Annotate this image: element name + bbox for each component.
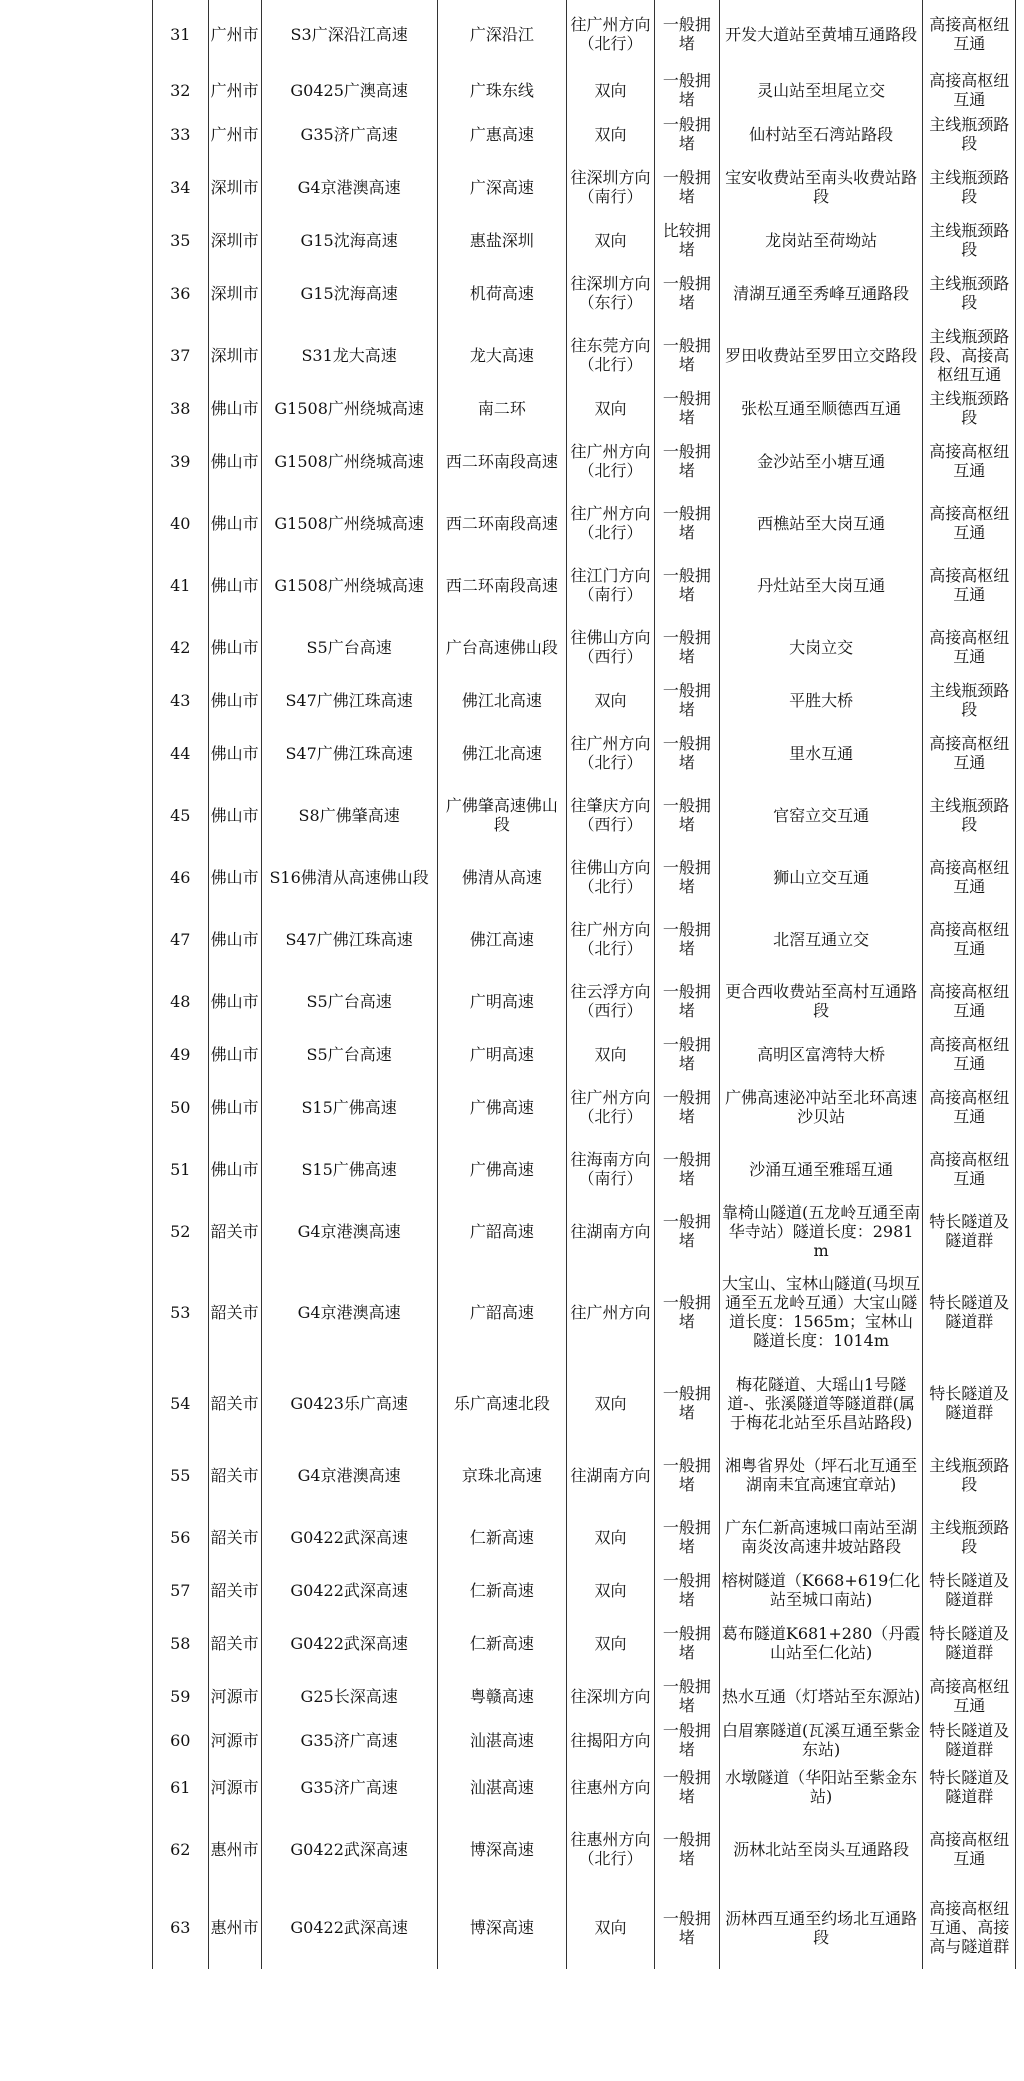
city-cell: 惠州市 (208, 1886, 261, 1969)
city-cell: 河源市 (208, 1674, 261, 1718)
city-cell: 广州市 (208, 0, 261, 68)
segment-cell: 广佛肇高速佛山段 (437, 784, 567, 846)
type-cell: 高接高枢纽互通 (923, 1032, 1016, 1076)
city-cell: 深圳市 (208, 218, 261, 262)
row-number-cell: 41 (153, 554, 209, 616)
table-row (153, 1762, 1016, 1812)
type-cell: 特长隧道及隧道群 (923, 1200, 1016, 1262)
table-row (153, 846, 1016, 908)
direction-cell: 往深圳方向（东行） (567, 262, 655, 324)
direction-cell: 往湖南方向 (567, 1200, 655, 1262)
table-row (153, 1138, 1016, 1200)
type-cell: 主线瓶颈路段、高接高枢纽互通 (923, 324, 1016, 386)
row-number-cell: 62 (153, 1812, 209, 1886)
congestion-level-cell: 一般拥堵 (655, 156, 720, 218)
city-cell: 深圳市 (208, 324, 261, 386)
row-number-cell: 49 (153, 1032, 209, 1076)
table-row (153, 1612, 1016, 1674)
segment-cell: 汕湛高速 (437, 1718, 567, 1762)
direction-cell: 往广州方向（北行） (567, 492, 655, 554)
congestion-table (152, 0, 1016, 1969)
row-number-cell: 40 (153, 492, 209, 554)
type-cell: 高接高枢纽互通 (923, 0, 1016, 68)
table-row (153, 616, 1016, 678)
congestion-level-cell: 一般拥堵 (655, 846, 720, 908)
row-number-cell: 42 (153, 616, 209, 678)
direction-cell: 往云浮方向（西行） (567, 970, 655, 1032)
direction-cell: 双向 (567, 1032, 655, 1076)
road-cell: G4京港澳高速 (261, 1444, 437, 1506)
segment-cell: 西二环南段高速 (437, 554, 567, 616)
congestion-level-cell: 一般拥堵 (655, 0, 720, 68)
table-row (153, 1444, 1016, 1506)
direction-cell: 双向 (567, 218, 655, 262)
segment-cell: 广明高速 (437, 1032, 567, 1076)
segment-cell: 广深高速 (437, 156, 567, 218)
congestion-level-cell: 一般拥堵 (655, 722, 720, 784)
location-cell: 湘粤省界处（坪石北互通至湖南耒宜高速宜章站) (719, 1444, 923, 1506)
row-number-cell: 37 (153, 324, 209, 386)
city-cell: 韶关市 (208, 1444, 261, 1506)
road-cell: G35济广高速 (261, 1718, 437, 1762)
type-cell: 主线瓶颈路段 (923, 156, 1016, 218)
location-cell: 大岗立交 (719, 616, 923, 678)
segment-cell: 佛江高速 (437, 908, 567, 970)
city-cell: 韶关市 (208, 1612, 261, 1674)
type-cell: 高接高枢纽互通 (923, 1812, 1016, 1886)
segment-cell: 佛清从高速 (437, 846, 567, 908)
table-row (153, 1886, 1016, 1969)
city-cell: 广州市 (208, 112, 261, 156)
road-cell: G0423乐广高速 (261, 1362, 437, 1444)
table-row (153, 386, 1016, 430)
city-cell: 佛山市 (208, 1076, 261, 1138)
segment-cell: 博深高速 (437, 1886, 567, 1969)
location-cell: 平胜大桥 (719, 678, 923, 722)
segment-cell: 粤赣高速 (437, 1674, 567, 1718)
location-cell: 沥林北站至岗头互通路段 (719, 1812, 923, 1886)
city-cell: 韶关市 (208, 1568, 261, 1612)
location-cell: 热水互通（灯塔站至东源站) (719, 1674, 923, 1718)
type-cell: 高接高枢纽互通 (923, 1076, 1016, 1138)
road-cell: S5广台高速 (261, 1032, 437, 1076)
city-cell: 佛山市 (208, 970, 261, 1032)
type-cell: 主线瓶颈路段 (923, 1444, 1016, 1506)
row-number-cell: 46 (153, 846, 209, 908)
type-cell: 主线瓶颈路段 (923, 386, 1016, 430)
direction-cell: 往广州方向（北行） (567, 722, 655, 784)
type-cell: 主线瓶颈路段 (923, 784, 1016, 846)
table-row (153, 1200, 1016, 1262)
congestion-level-cell: 一般拥堵 (655, 1718, 720, 1762)
table-row (153, 218, 1016, 262)
row-number-cell: 45 (153, 784, 209, 846)
segment-cell: 广佛高速 (437, 1076, 567, 1138)
table-row (153, 262, 1016, 324)
city-cell: 韶关市 (208, 1200, 261, 1262)
road-cell: S8广佛肇高速 (261, 784, 437, 846)
row-number-cell: 39 (153, 430, 209, 492)
type-cell: 特长隧道及隧道群 (923, 1362, 1016, 1444)
direction-cell: 双向 (567, 112, 655, 156)
road-cell: G0425广澳高速 (261, 68, 437, 112)
road-cell: G15沈海高速 (261, 262, 437, 324)
type-cell: 高接高枢纽互通 (923, 970, 1016, 1032)
table-row (153, 554, 1016, 616)
road-cell: G0422武深高速 (261, 1612, 437, 1674)
row-number-cell: 61 (153, 1762, 209, 1812)
congestion-level-cell: 比较拥堵 (655, 218, 720, 262)
direction-cell: 双向 (567, 1612, 655, 1674)
direction-cell: 往湖南方向 (567, 1444, 655, 1506)
city-cell: 佛山市 (208, 1032, 261, 1076)
location-cell: 榕树隧道（K668+619仁化站至城口南站) (719, 1568, 923, 1612)
direction-cell: 往广州方向（北行） (567, 908, 655, 970)
type-cell: 高接高枢纽互通 (923, 846, 1016, 908)
type-cell: 主线瓶颈路段 (923, 678, 1016, 722)
city-cell: 河源市 (208, 1718, 261, 1762)
table-row (153, 156, 1016, 218)
direction-cell: 往广州方向 (567, 1262, 655, 1362)
segment-cell: 仁新高速 (437, 1568, 567, 1612)
direction-cell: 往佛山方向（北行） (567, 846, 655, 908)
table-row (153, 492, 1016, 554)
table-row (153, 1032, 1016, 1076)
row-number-cell: 32 (153, 68, 209, 112)
location-cell: 北滘互通立交 (719, 908, 923, 970)
row-number-cell: 48 (153, 970, 209, 1032)
table-row (153, 430, 1016, 492)
congestion-level-cell: 一般拥堵 (655, 1262, 720, 1362)
city-cell: 佛山市 (208, 554, 261, 616)
city-cell: 佛山市 (208, 386, 261, 430)
direction-cell: 往深圳方向 (567, 1674, 655, 1718)
location-cell: 水墩隧道（华阳站至紫金东站) (719, 1762, 923, 1812)
city-cell: 韶关市 (208, 1362, 261, 1444)
location-cell: 官窑立交互通 (719, 784, 923, 846)
row-number-cell: 34 (153, 156, 209, 218)
row-number-cell: 38 (153, 386, 209, 430)
row-number-cell: 60 (153, 1718, 209, 1762)
segment-cell: 广韶高速 (437, 1262, 567, 1362)
row-number-cell: 43 (153, 678, 209, 722)
segment-cell: 乐广高速北段 (437, 1362, 567, 1444)
table-row (153, 1568, 1016, 1612)
road-cell: S5广台高速 (261, 616, 437, 678)
city-cell: 佛山市 (208, 908, 261, 970)
city-cell: 深圳市 (208, 156, 261, 218)
road-cell: G4京港澳高速 (261, 1262, 437, 1362)
congestion-level-cell: 一般拥堵 (655, 616, 720, 678)
table-row (153, 324, 1016, 386)
location-cell: 里水互通 (719, 722, 923, 784)
road-cell: S31龙大高速 (261, 324, 437, 386)
congestion-level-cell: 一般拥堵 (655, 324, 720, 386)
road-cell: S47广佛江珠高速 (261, 678, 437, 722)
type-cell: 主线瓶颈路段 (923, 1506, 1016, 1568)
segment-cell: 广韶高速 (437, 1200, 567, 1262)
row-number-cell: 59 (153, 1674, 209, 1718)
direction-cell: 往惠州方向（北行） (567, 1812, 655, 1886)
table-row (153, 1506, 1016, 1568)
city-cell: 佛山市 (208, 492, 261, 554)
direction-cell: 双向 (567, 1886, 655, 1969)
road-cell: S16佛清从高速佛山段 (261, 846, 437, 908)
city-cell: 惠州市 (208, 1812, 261, 1886)
city-cell: 广州市 (208, 68, 261, 112)
location-cell: 仙村站至石湾站路段 (719, 112, 923, 156)
road-cell: S5广台高速 (261, 970, 437, 1032)
type-cell: 高接高枢纽互通 (923, 554, 1016, 616)
road-cell: S15广佛高速 (261, 1076, 437, 1138)
type-cell: 高接高枢纽互通 (923, 1674, 1016, 1718)
type-cell: 高接高枢纽互通、高接高与隧道群 (923, 1886, 1016, 1969)
road-cell: G4京港澳高速 (261, 1200, 437, 1262)
segment-cell: 西二环南段高速 (437, 430, 567, 492)
location-cell: 灵山站至坦尾立交 (719, 68, 923, 112)
row-number-cell: 52 (153, 1200, 209, 1262)
location-cell: 丹灶站至大岗互通 (719, 554, 923, 616)
city-cell: 佛山市 (208, 784, 261, 846)
congestion-level-cell: 一般拥堵 (655, 492, 720, 554)
congestion-level-cell: 一般拥堵 (655, 1674, 720, 1718)
table-row (153, 722, 1016, 784)
congestion-level-cell: 一般拥堵 (655, 1444, 720, 1506)
location-cell: 沙涌互通至雅瑶互通 (719, 1138, 923, 1200)
location-cell: 梅花隧道、大瑶山1号隧道-、张溪隧道等隧道群(属于梅花北站至乐昌站路段) (719, 1362, 923, 1444)
road-cell: G1508广州绕城高速 (261, 386, 437, 430)
type-cell: 特长隧道及隧道群 (923, 1612, 1016, 1674)
road-cell: S47广佛江珠高速 (261, 722, 437, 784)
congestion-level-cell: 一般拥堵 (655, 1812, 720, 1886)
table-row (153, 112, 1016, 156)
row-number-cell: 56 (153, 1506, 209, 1568)
table-row (153, 970, 1016, 1032)
row-number-cell: 58 (153, 1612, 209, 1674)
segment-cell: 惠盐深圳 (437, 218, 567, 262)
segment-cell: 机荷高速 (437, 262, 567, 324)
type-cell: 高接高枢纽互通 (923, 908, 1016, 970)
segment-cell: 汕湛高速 (437, 1762, 567, 1812)
type-cell: 特长隧道及隧道群 (923, 1718, 1016, 1762)
congestion-level-cell: 一般拥堵 (655, 1032, 720, 1076)
road-cell: S47广佛江珠高速 (261, 908, 437, 970)
direction-cell: 双向 (567, 1362, 655, 1444)
type-cell: 高接高枢纽互通 (923, 492, 1016, 554)
direction-cell: 往深圳方向（南行） (567, 156, 655, 218)
table-row (153, 1812, 1016, 1886)
direction-cell: 双向 (567, 678, 655, 722)
road-cell: G0422武深高速 (261, 1886, 437, 1969)
type-cell: 主线瓶颈路段 (923, 262, 1016, 324)
direction-cell: 双向 (567, 1568, 655, 1612)
location-cell: 广佛高速泌冲站至北环高速沙贝站 (719, 1076, 923, 1138)
road-cell: G15沈海高速 (261, 218, 437, 262)
location-cell: 张松互通至顺德西互通 (719, 386, 923, 430)
road-cell: S15广佛高速 (261, 1138, 437, 1200)
direction-cell: 往广州方向（北行） (567, 0, 655, 68)
congestion-level-cell: 一般拥堵 (655, 1506, 720, 1568)
congestion-level-cell: 一般拥堵 (655, 970, 720, 1032)
segment-cell: 广台高速佛山段 (437, 616, 567, 678)
direction-cell: 双向 (567, 386, 655, 430)
congestion-level-cell: 一般拥堵 (655, 678, 720, 722)
road-cell: G0422武深高速 (261, 1568, 437, 1612)
direction-cell: 往揭阳方向 (567, 1718, 655, 1762)
location-cell: 罗田收费站至罗田立交路段 (719, 324, 923, 386)
row-number-cell: 50 (153, 1076, 209, 1138)
type-cell: 特长隧道及隧道群 (923, 1568, 1016, 1612)
city-cell: 韶关市 (208, 1262, 261, 1362)
city-cell: 深圳市 (208, 262, 261, 324)
congestion-level-cell: 一般拥堵 (655, 68, 720, 112)
segment-cell: 京珠北高速 (437, 1444, 567, 1506)
table-row (153, 1262, 1016, 1362)
city-cell: 佛山市 (208, 430, 261, 492)
segment-cell: 仁新高速 (437, 1506, 567, 1568)
type-cell: 高接高枢纽互通 (923, 1138, 1016, 1200)
congestion-level-cell: 一般拥堵 (655, 1138, 720, 1200)
type-cell: 主线瓶颈路段 (923, 112, 1016, 156)
location-cell: 金沙站至小塘互通 (719, 430, 923, 492)
congestion-level-cell: 一般拥堵 (655, 1762, 720, 1812)
segment-cell: 佛江北高速 (437, 678, 567, 722)
location-cell: 白眉寨隧道(瓦溪互通至紫金东站) (719, 1718, 923, 1762)
location-cell: 狮山立交互通 (719, 846, 923, 908)
table-row (153, 0, 1016, 68)
city-cell: 河源市 (208, 1762, 261, 1812)
location-cell: 沥林西互通至约场北互通路段 (719, 1886, 923, 1969)
segment-cell: 仁新高速 (437, 1612, 567, 1674)
location-cell: 宝安收费站至南头收费站路段 (719, 156, 923, 218)
location-cell: 开发大道站至黄埔互通路段 (719, 0, 923, 68)
segment-cell: 广珠东线 (437, 68, 567, 112)
table-row (153, 1674, 1016, 1718)
city-cell: 佛山市 (208, 846, 261, 908)
location-cell: 靠椅山隧道(五龙岭互通至南华寺站）隧道长度：2981m (719, 1200, 923, 1262)
type-cell: 特长隧道及隧道群 (923, 1762, 1016, 1812)
row-number-cell: 54 (153, 1362, 209, 1444)
type-cell: 主线瓶颈路段 (923, 218, 1016, 262)
road-cell: G35济广高速 (261, 112, 437, 156)
segment-cell: 博深高速 (437, 1812, 567, 1886)
row-number-cell: 36 (153, 262, 209, 324)
direction-cell: 往佛山方向（西行） (567, 616, 655, 678)
congestion-level-cell: 一般拥堵 (655, 112, 720, 156)
direction-cell: 往海南方向（南行） (567, 1138, 655, 1200)
location-cell: 葛布隧道K681+280（丹霞山站至仁化站) (719, 1612, 923, 1674)
city-cell: 佛山市 (208, 678, 261, 722)
segment-cell: 广惠高速 (437, 112, 567, 156)
segment-cell: 广深沿江 (437, 0, 567, 68)
road-cell: S3广深沿江高速 (261, 0, 437, 68)
road-cell: G1508广州绕城高速 (261, 430, 437, 492)
location-cell: 高明区富湾特大桥 (719, 1032, 923, 1076)
type-cell: 高接高枢纽互通 (923, 430, 1016, 492)
table-body (153, 0, 1016, 1969)
congestion-level-cell: 一般拥堵 (655, 908, 720, 970)
type-cell: 高接高枢纽互通 (923, 616, 1016, 678)
road-cell: G35济广高速 (261, 1762, 437, 1812)
table-row (153, 1076, 1016, 1138)
type-cell: 高接高枢纽互通 (923, 722, 1016, 784)
road-cell: G0422武深高速 (261, 1812, 437, 1886)
direction-cell: 双向 (567, 1506, 655, 1568)
congestion-level-cell: 一般拥堵 (655, 1612, 720, 1674)
location-cell: 广东仁新高速城口南站至湖南炎汝高速井坡站路段 (719, 1506, 923, 1568)
congestion-level-cell: 一般拥堵 (655, 554, 720, 616)
direction-cell: 往广州方向（北行） (567, 430, 655, 492)
direction-cell: 往惠州方向 (567, 1762, 655, 1812)
segment-cell: 南二环 (437, 386, 567, 430)
road-cell: G1508广州绕城高速 (261, 492, 437, 554)
row-number-cell: 47 (153, 908, 209, 970)
road-cell: G25长深高速 (261, 1674, 437, 1718)
segment-cell: 西二环南段高速 (437, 492, 567, 554)
congestion-level-cell: 一般拥堵 (655, 386, 720, 430)
road-cell: G0422武深高速 (261, 1506, 437, 1568)
congestion-level-cell: 一般拥堵 (655, 262, 720, 324)
row-number-cell: 31 (153, 0, 209, 68)
row-number-cell: 63 (153, 1886, 209, 1969)
row-number-cell: 33 (153, 112, 209, 156)
row-number-cell: 53 (153, 1262, 209, 1362)
row-number-cell: 55 (153, 1444, 209, 1506)
location-cell: 龙岗站至荷坳站 (719, 218, 923, 262)
direction-cell: 往东莞方向（北行） (567, 324, 655, 386)
congestion-level-cell: 一般拥堵 (655, 1200, 720, 1262)
segment-cell: 佛江北高速 (437, 722, 567, 784)
congestion-level-cell: 一般拥堵 (655, 1568, 720, 1612)
table-row (153, 678, 1016, 722)
congestion-level-cell: 一般拥堵 (655, 784, 720, 846)
table-row (153, 1718, 1016, 1762)
location-cell: 西樵站至大岗互通 (719, 492, 923, 554)
city-cell: 佛山市 (208, 616, 261, 678)
table-row (153, 68, 1016, 112)
table-row (153, 1362, 1016, 1444)
congestion-level-cell: 一般拥堵 (655, 430, 720, 492)
segment-cell: 广明高速 (437, 970, 567, 1032)
direction-cell: 往肇庆方向（西行） (567, 784, 655, 846)
direction-cell: 往江门方向（南行） (567, 554, 655, 616)
direction-cell: 往广州方向（北行） (567, 1076, 655, 1138)
congestion-level-cell: 一般拥堵 (655, 1076, 720, 1138)
city-cell: 韶关市 (208, 1506, 261, 1568)
row-number-cell: 35 (153, 218, 209, 262)
direction-cell: 双向 (567, 68, 655, 112)
row-number-cell: 57 (153, 1568, 209, 1612)
type-cell: 特长隧道及隧道群 (923, 1262, 1016, 1362)
location-cell: 更合西收费站至高村互通路段 (719, 970, 923, 1032)
row-number-cell: 44 (153, 722, 209, 784)
segment-cell: 广佛高速 (437, 1138, 567, 1200)
road-cell: G4京港澳高速 (261, 156, 437, 218)
segment-cell: 龙大高速 (437, 324, 567, 386)
type-cell: 高接高枢纽互通 (923, 68, 1016, 112)
congestion-level-cell: 一般拥堵 (655, 1362, 720, 1444)
location-cell: 大宝山、宝林山隧道(马坝互通至五龙岭互通）大宝山隧道长度：1565m；宝林山隧道长度：1014m (719, 1262, 923, 1362)
city-cell: 佛山市 (208, 722, 261, 784)
city-cell: 佛山市 (208, 1138, 261, 1200)
table-row (153, 908, 1016, 970)
table-row (153, 784, 1016, 846)
location-cell: 清湖互通至秀峰互通路段 (719, 262, 923, 324)
congestion-level-cell: 一般拥堵 (655, 1886, 720, 1969)
row-number-cell: 51 (153, 1138, 209, 1200)
road-cell: G1508广州绕城高速 (261, 554, 437, 616)
